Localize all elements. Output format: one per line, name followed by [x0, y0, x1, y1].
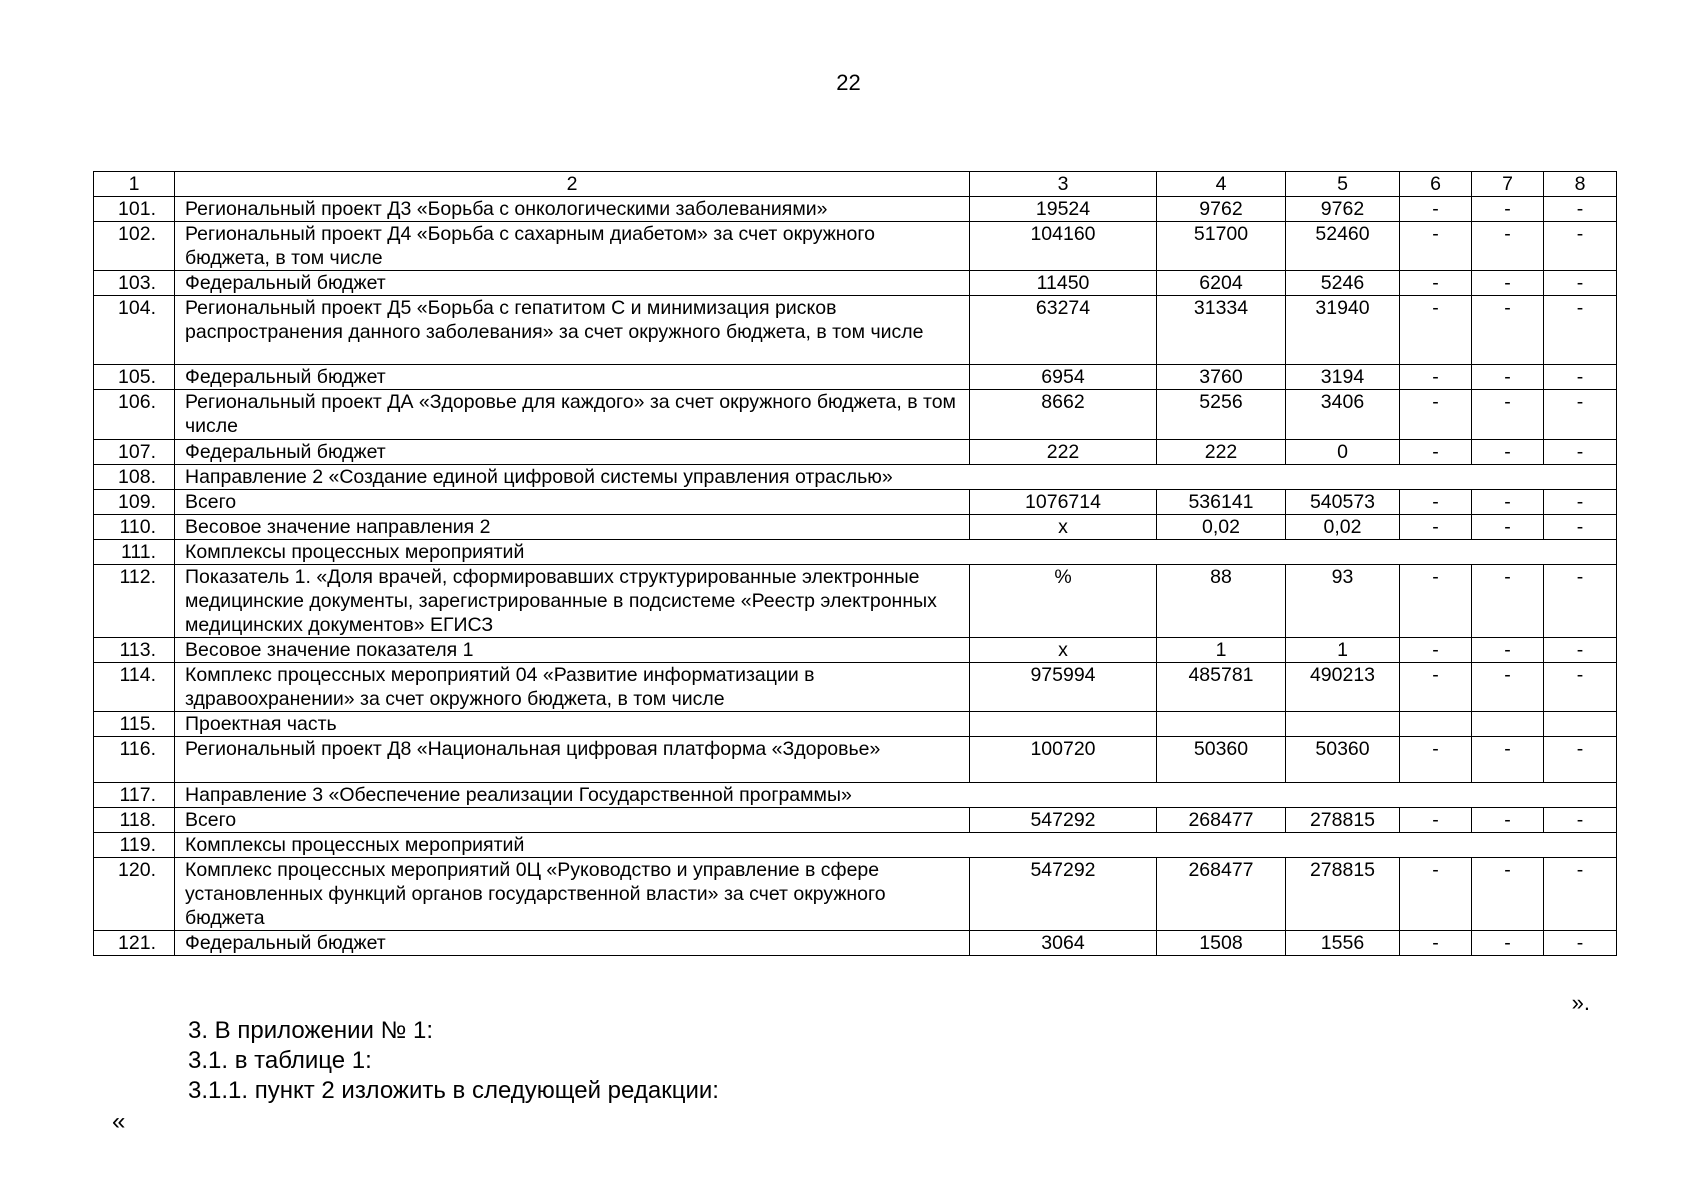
- value-cell: -: [1400, 440, 1472, 465]
- value-cell: 3760: [1157, 365, 1286, 390]
- value-cell: [1400, 712, 1472, 737]
- row-number-cell: 106.: [94, 390, 175, 440]
- row-number-cell: 119.: [94, 833, 175, 858]
- row-number-cell: 101.: [94, 197, 175, 222]
- header-cell: 3: [970, 172, 1157, 197]
- value-cell: 63274: [970, 296, 1157, 365]
- table-row: [94, 440, 1617, 465]
- description-cell: Всего: [175, 808, 970, 833]
- table-row: [94, 833, 1617, 858]
- value-cell: 1: [1157, 638, 1286, 663]
- value-cell: 9762: [1286, 197, 1400, 222]
- value-cell: 278815: [1286, 858, 1400, 931]
- section-heading-cell: Комплексы процессных мероприятий: [175, 833, 1617, 858]
- table-row: [94, 465, 1617, 490]
- value-cell: -: [1544, 296, 1617, 365]
- value-cell: -: [1400, 296, 1472, 365]
- value-cell: -: [1400, 222, 1472, 271]
- value-cell: -: [1400, 737, 1472, 783]
- value-cell: -: [1544, 931, 1617, 956]
- value-cell: -: [1472, 271, 1544, 296]
- value-cell: 1: [1286, 638, 1400, 663]
- value-cell: 31334: [1157, 296, 1286, 365]
- value-cell: 268477: [1157, 858, 1286, 931]
- description-cell: Всего: [175, 490, 970, 515]
- description-cell: Региональный проект ДА «Здоровье для каждого» за счет окружного бюджета, в том числе: [175, 390, 970, 440]
- table-row: [94, 783, 1617, 808]
- value-cell: х: [970, 638, 1157, 663]
- header-cell: 5: [1286, 172, 1400, 197]
- table-row: [94, 712, 1617, 737]
- value-cell: 50360: [1286, 737, 1400, 783]
- row-number-cell: 117.: [94, 783, 175, 808]
- table-row: [94, 365, 1617, 390]
- value-cell: 485781: [1157, 663, 1286, 712]
- table-row: [94, 490, 1617, 515]
- description-cell: Региональный проект Д8 «Национальная цифровая платформа «Здоровье»: [175, 737, 970, 783]
- value-cell: -: [1544, 365, 1617, 390]
- table-row: [94, 808, 1617, 833]
- value-cell: 540573: [1286, 490, 1400, 515]
- header-cell: 1: [94, 172, 175, 197]
- table-header-row: [94, 172, 1617, 197]
- value-cell: [1544, 712, 1617, 737]
- value-cell: -: [1400, 197, 1472, 222]
- table-row: [94, 197, 1617, 222]
- value-cell: 3064: [970, 931, 1157, 956]
- value-cell: -: [1472, 858, 1544, 931]
- value-cell: -: [1400, 858, 1472, 931]
- value-cell: 547292: [970, 808, 1157, 833]
- value-cell: -: [1544, 197, 1617, 222]
- description-cell: Региональный проект Д3 «Борьба с онкологическими заболеваниями»: [175, 197, 970, 222]
- table-row: [94, 390, 1617, 440]
- value-cell: 1508: [1157, 931, 1286, 956]
- value-cell: -: [1400, 808, 1472, 833]
- description-cell: Федеральный бюджет: [175, 931, 970, 956]
- value-cell: 6954: [970, 365, 1157, 390]
- header-cell: 8: [1544, 172, 1617, 197]
- row-number-cell: 113.: [94, 638, 175, 663]
- section-heading-cell: Направление 3 «Обеспечение реализации Государственной программы»: [175, 783, 1617, 808]
- value-cell: 222: [1157, 440, 1286, 465]
- value-cell: -: [1472, 365, 1544, 390]
- row-number-cell: 102.: [94, 222, 175, 271]
- value-cell: -: [1400, 931, 1472, 956]
- paragraph-item-ref: 3.1.1. пункт 2 изложить в следующей редакции:: [188, 1077, 719, 1104]
- table-row: [94, 222, 1617, 271]
- value-cell: х: [970, 515, 1157, 540]
- row-number-cell: 114.: [94, 663, 175, 712]
- value-cell: -: [1544, 638, 1617, 663]
- value-cell: -: [1472, 515, 1544, 540]
- value-cell: -: [1544, 222, 1617, 271]
- value-cell: -: [1400, 515, 1472, 540]
- value-cell: 975994: [970, 663, 1157, 712]
- description-cell: Показатель 1. «Доля врачей, сформировавших структурированные электронные медицинские документы, зарегистрированные в подсистеме «Реестр электронных медицинских документов» ЕГИСЗ: [175, 565, 970, 638]
- value-cell: 51700: [1157, 222, 1286, 271]
- value-cell: -: [1544, 565, 1617, 638]
- value-cell: 9762: [1157, 197, 1286, 222]
- table-row: [94, 565, 1617, 638]
- value-cell: 0,02: [1286, 515, 1400, 540]
- header-cell: 4: [1157, 172, 1286, 197]
- value-cell: [1472, 712, 1544, 737]
- row-number-cell: 104.: [94, 296, 175, 365]
- value-cell: -: [1472, 197, 1544, 222]
- value-cell: -: [1472, 737, 1544, 783]
- row-number-cell: 105.: [94, 365, 175, 390]
- value-cell: 0: [1286, 440, 1400, 465]
- table-row: [94, 540, 1617, 565]
- paragraph-table-ref: 3.1. в таблице 1:: [188, 1047, 372, 1074]
- row-number-cell: 118.: [94, 808, 175, 833]
- value-cell: 1076714: [970, 490, 1157, 515]
- table-body: [94, 197, 1617, 956]
- value-cell: 6204: [1157, 271, 1286, 296]
- value-cell: [1286, 712, 1400, 737]
- row-number-cell: 103.: [94, 271, 175, 296]
- description-cell: Комплекс процессных мероприятий 0Ц «Руководство и управление в сфере установленных функций органов государственной власти» за счет окружного бюджета: [175, 858, 970, 931]
- row-number-cell: 107.: [94, 440, 175, 465]
- description-cell: Весовое значение направления 2: [175, 515, 970, 540]
- value-cell: 3406: [1286, 390, 1400, 440]
- value-cell: -: [1544, 490, 1617, 515]
- value-cell: [1157, 712, 1286, 737]
- description-cell: Федеральный бюджет: [175, 271, 970, 296]
- header-cell: 7: [1472, 172, 1544, 197]
- value-cell: 88: [1157, 565, 1286, 638]
- value-cell: -: [1472, 931, 1544, 956]
- value-cell: -: [1472, 638, 1544, 663]
- budget-table: [93, 171, 1617, 956]
- description-cell: Весовое значение показателя 1: [175, 638, 970, 663]
- page-number: 22: [836, 70, 861, 95]
- value-cell: 31940: [1286, 296, 1400, 365]
- header-cell: 6: [1400, 172, 1472, 197]
- value-cell: 19524: [970, 197, 1157, 222]
- value-cell: 547292: [970, 858, 1157, 931]
- section-heading-cell: Комплексы процессных мероприятий: [175, 540, 1617, 565]
- row-number-cell: 120.: [94, 858, 175, 931]
- description-cell: Федеральный бюджет: [175, 365, 970, 390]
- value-cell: -: [1400, 663, 1472, 712]
- value-cell: 100720: [970, 737, 1157, 783]
- value-cell: 490213: [1286, 663, 1400, 712]
- paragraph-appendix: 3. В приложении № 1:: [188, 1017, 434, 1044]
- table-row: [94, 515, 1617, 540]
- table-row: [94, 858, 1617, 931]
- value-cell: 52460: [1286, 222, 1400, 271]
- table-row: [94, 737, 1617, 783]
- value-cell: -: [1472, 440, 1544, 465]
- value-cell: -: [1472, 808, 1544, 833]
- value-cell: -: [1544, 440, 1617, 465]
- value-cell: 536141: [1157, 490, 1286, 515]
- table-row: [94, 271, 1617, 296]
- value-cell: -: [1400, 490, 1472, 515]
- row-number-cell: 111.: [94, 540, 175, 565]
- value-cell: -: [1472, 565, 1544, 638]
- value-cell: -: [1472, 296, 1544, 365]
- value-cell: 5246: [1286, 271, 1400, 296]
- value-cell: -: [1472, 390, 1544, 440]
- value-cell: 1556: [1286, 931, 1400, 956]
- header-cell: 2: [175, 172, 970, 197]
- section-heading-cell: Направление 2 «Создание единой цифровой системы управления отраслью»: [175, 465, 1617, 490]
- value-cell: 5256: [1157, 390, 1286, 440]
- row-number-cell: 112.: [94, 565, 175, 638]
- value-cell: -: [1544, 737, 1617, 783]
- row-number-cell: 116.: [94, 737, 175, 783]
- value-cell: -: [1472, 663, 1544, 712]
- value-cell: 3194: [1286, 365, 1400, 390]
- table-row: [94, 296, 1617, 365]
- description-cell: Проектная часть: [175, 712, 970, 737]
- value-cell: 50360: [1157, 737, 1286, 783]
- table-row: [94, 931, 1617, 956]
- row-number-cell: 115.: [94, 712, 175, 737]
- value-cell: 93: [1286, 565, 1400, 638]
- value-cell: -: [1544, 390, 1617, 440]
- value-cell: 11450: [970, 271, 1157, 296]
- description-cell: Региональный проект Д5 «Борьба с гепатитом С и минимизация рисков распространения данного заболевания» за счет окружного бюджета, в том числе: [175, 296, 970, 365]
- value-cell: -: [1472, 490, 1544, 515]
- value-cell: -: [1544, 515, 1617, 540]
- row-number-cell: 109.: [94, 490, 175, 515]
- value-cell: 104160: [970, 222, 1157, 271]
- value-cell: -: [1400, 271, 1472, 296]
- value-cell: 278815: [1286, 808, 1400, 833]
- value-cell: -: [1472, 222, 1544, 271]
- value-cell: 222: [970, 440, 1157, 465]
- closing-quote: ».: [1571, 990, 1590, 1015]
- value-cell: 0,02: [1157, 515, 1286, 540]
- description-cell: Федеральный бюджет: [175, 440, 970, 465]
- row-number-cell: 121.: [94, 931, 175, 956]
- value-cell: [970, 712, 1157, 737]
- value-cell: -: [1400, 390, 1472, 440]
- value-cell: %: [970, 565, 1157, 638]
- value-cell: -: [1400, 638, 1472, 663]
- description-cell: Комплекс процессных мероприятий 04 «Развитие информатизации в здравоохранении» за счет окружного бюджета, в том числе: [175, 663, 970, 712]
- table-row: [94, 638, 1617, 663]
- value-cell: -: [1544, 663, 1617, 712]
- row-number-cell: 108.: [94, 465, 175, 490]
- row-number-cell: 110.: [94, 515, 175, 540]
- value-cell: 268477: [1157, 808, 1286, 833]
- description-cell: Региональный проект Д4 «Борьба с сахарным диабетом» за счет окружного бюджета, в том числе: [175, 222, 970, 271]
- value-cell: -: [1544, 858, 1617, 931]
- value-cell: -: [1544, 271, 1617, 296]
- table-row: [94, 663, 1617, 712]
- value-cell: -: [1400, 365, 1472, 390]
- value-cell: 8662: [970, 390, 1157, 440]
- value-cell: -: [1544, 808, 1617, 833]
- opening-quote: «: [112, 1108, 126, 1135]
- value-cell: -: [1400, 565, 1472, 638]
